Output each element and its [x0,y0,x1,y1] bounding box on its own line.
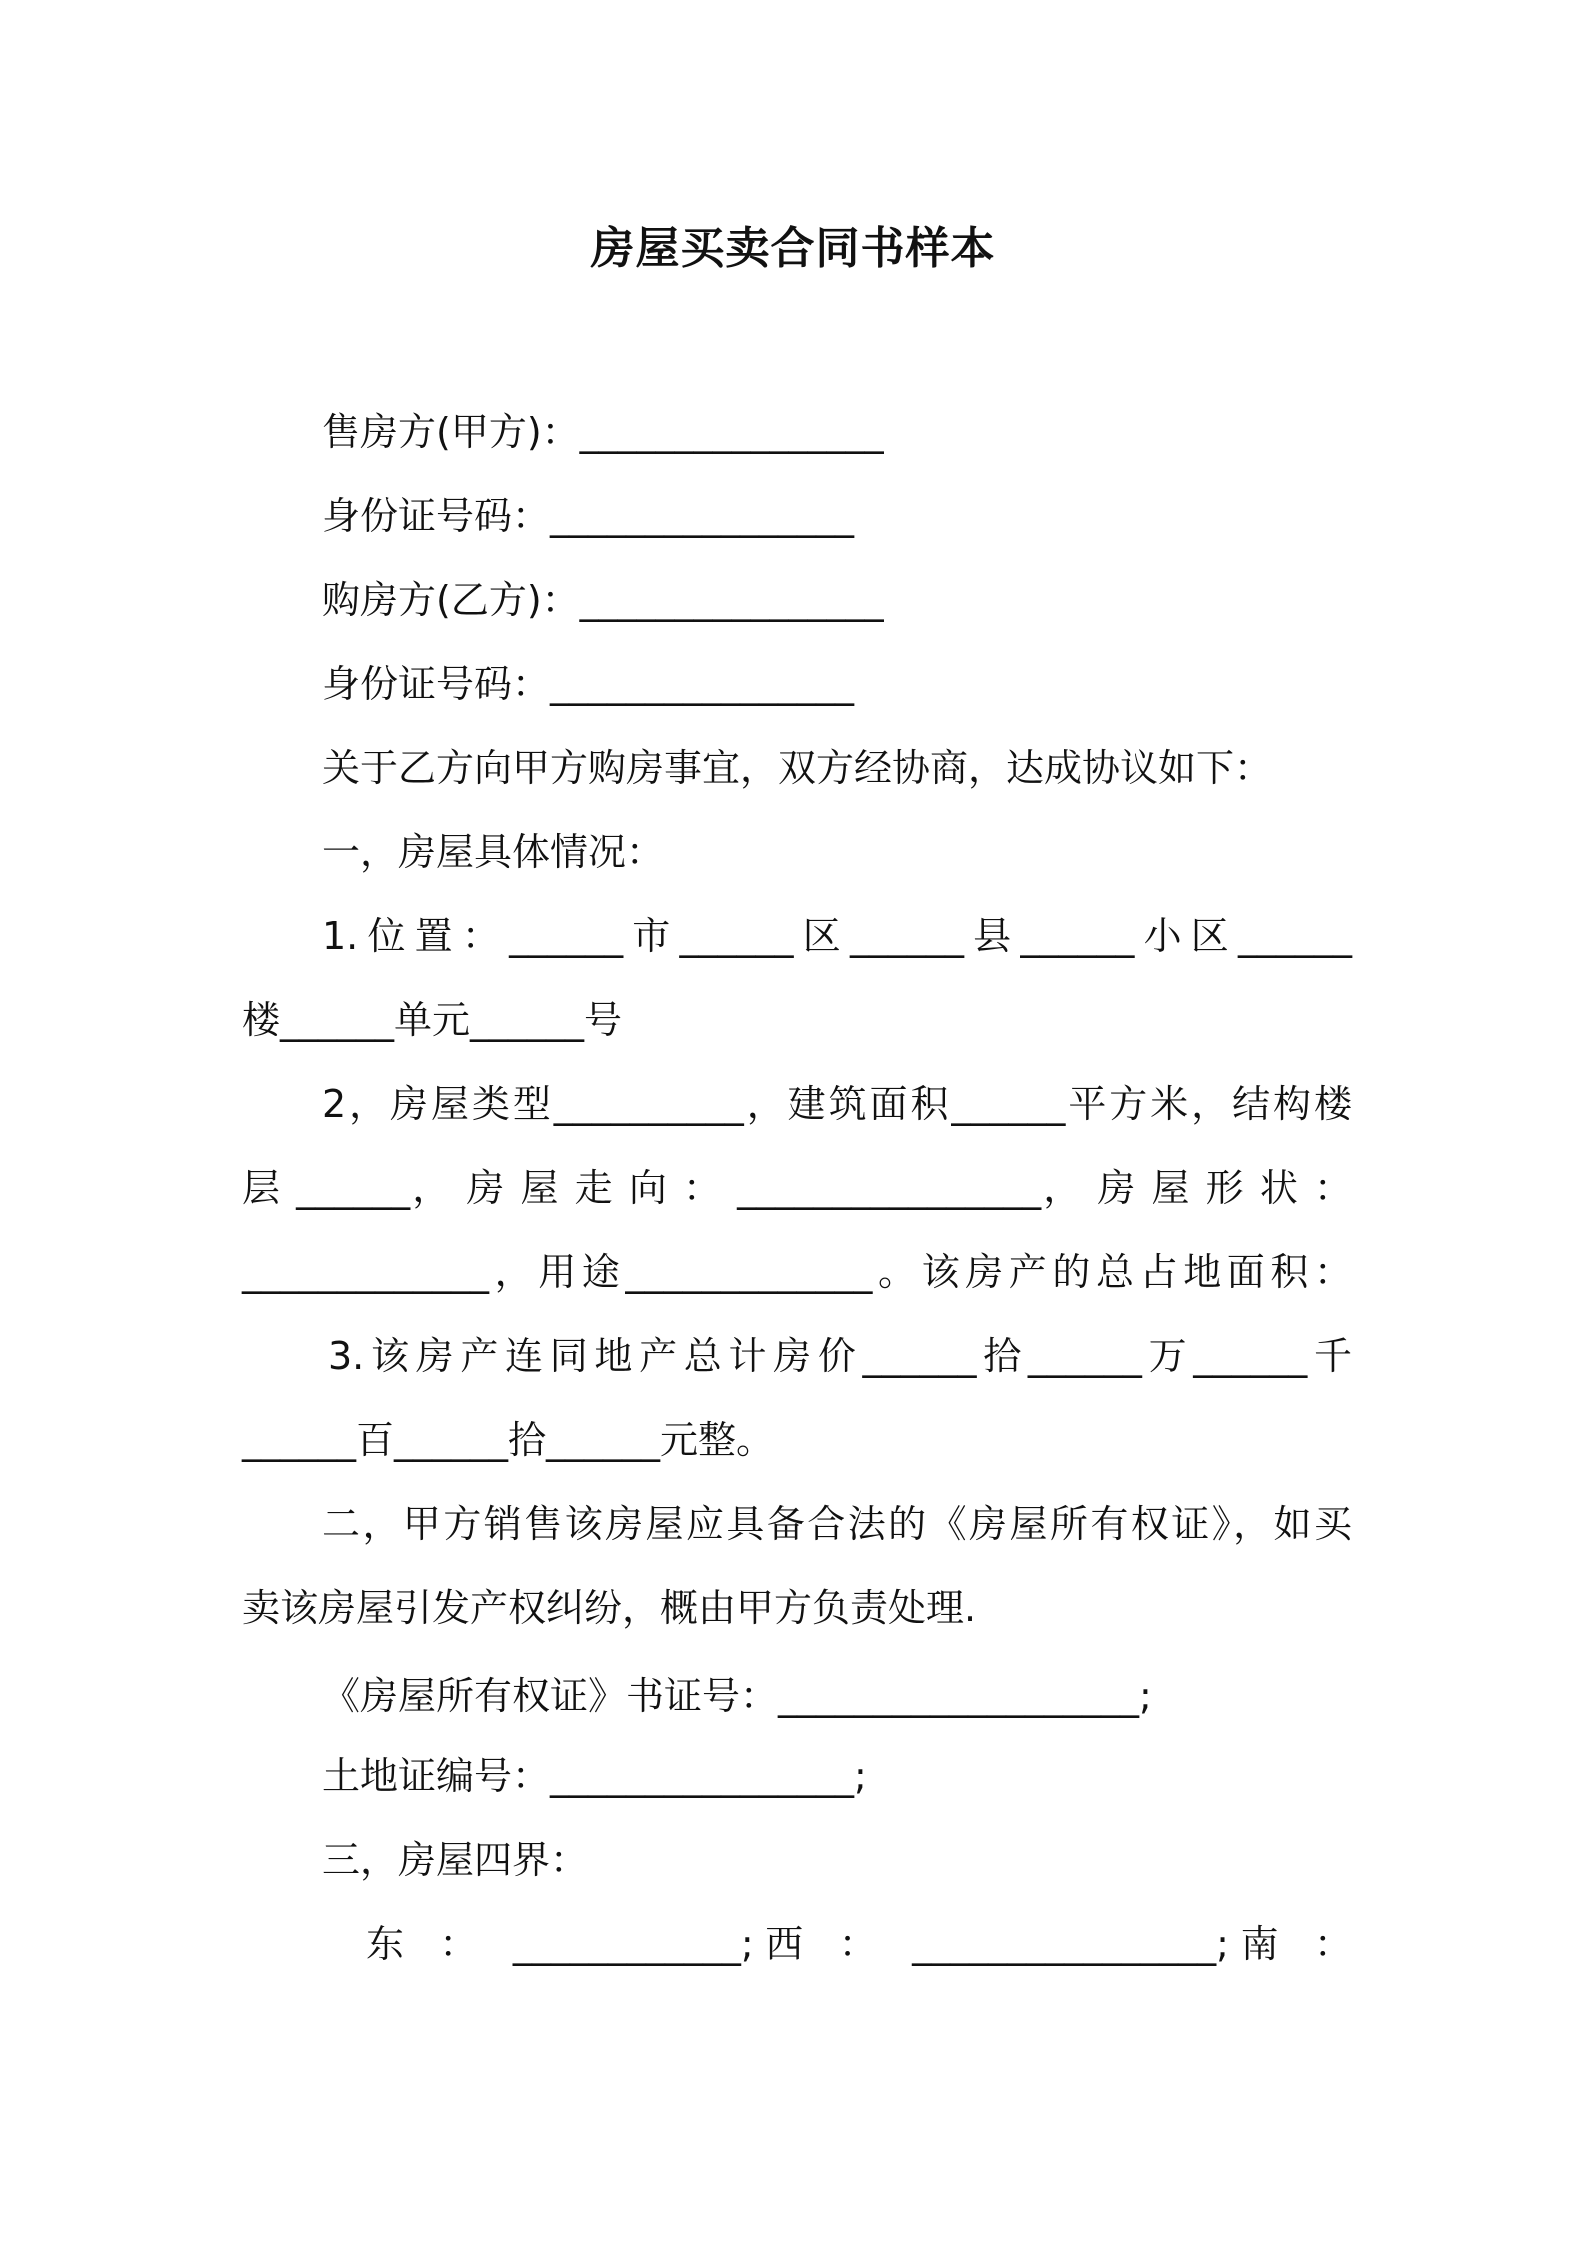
section-two-line-1: 二，甲方销售该房屋应具备合法的《房屋所有权证》，如买 [322,1502,1352,1546]
price-line-1: 3.该房产连同地产总计房价______拾______万______千 [328,1334,1352,1378]
buyer-id-number-line: 身份证号码：________________ [322,662,855,706]
land-cert-number-line: 土地证编号：________________; [322,1754,867,1798]
seller-id-number-line: 身份证号码：________________ [322,494,855,538]
section-three-heading: 三，房屋四界： [322,1838,589,1882]
boundaries-line: 东 ： ____________;西 ： ________________;南 ： [366,1922,1352,1966]
price-line-2: ______百______拾______元整。 [242,1418,775,1462]
agreement-intro-line: 关于乙方向甲方购房事宜，双方经协商，达成协议如下： [322,746,1273,790]
buyer-party-line: 购房方(乙方)：________________ [322,578,884,622]
document-title: 房屋买卖合同书样本 [590,223,996,274]
section-one-heading: 一，房屋具体情况： [322,830,665,874]
ownership-cert-number-line: 《房屋所有权证》书证号：___________________; [322,1674,1152,1718]
house-type-line-3: _____________，用途_____________。该房产的总占地面积： [242,1250,1352,1294]
section-two-line-2: 卖该房屋引发产权纠纷，概由甲方负责处理. [242,1586,977,1630]
house-type-line-2: 层 ______， 房 屋 走 向 ： ________________， 房 屋 形 状 ： [242,1166,1352,1210]
location-line-1: 1.位置：______市______区______县______小区______ [322,914,1352,958]
location-line-2: 楼______单元______号 [242,998,623,1042]
seller-party-line: 售房方(甲方)：________________ [322,410,884,454]
house-type-line-1: 2，房屋类型__________，建筑面积______平方米，结构楼 [322,1082,1352,1126]
